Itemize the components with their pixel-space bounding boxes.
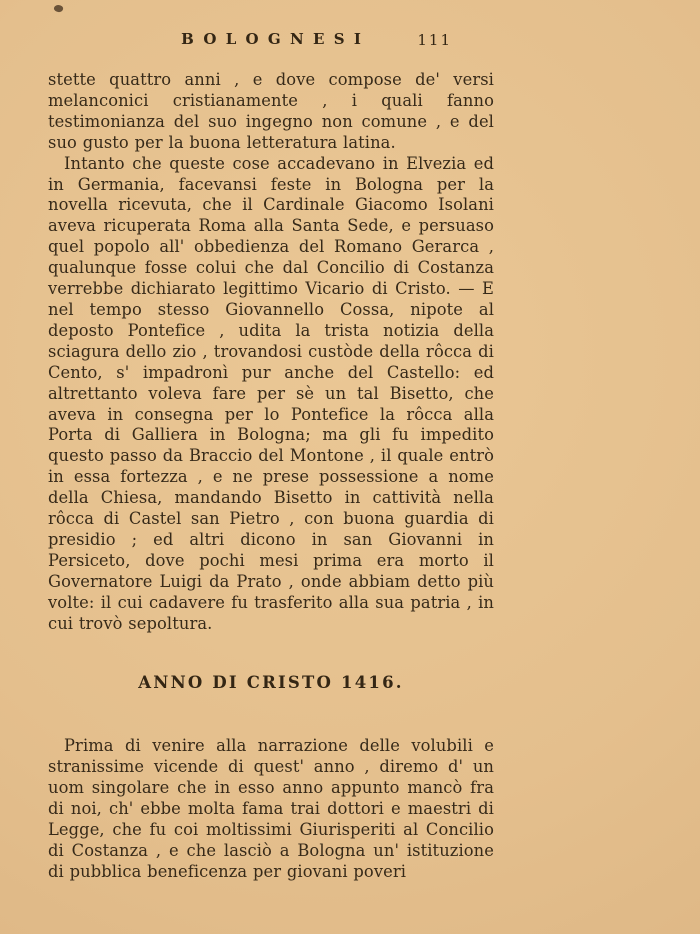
text-block [48, 70, 494, 883]
paper-speck [53, 4, 64, 13]
section-heading: ANNO DI CRISTO 1416. [138, 673, 404, 693]
page-header [48, 30, 494, 54]
running-title: BOLOGNESI [181, 30, 371, 48]
paragraph-main: Intanto che queste cose accadevano in Elvezia ed in Germania, facevansi feste in Bologna per la novella ricevuta, che il Cardinale Giacomo Isolani aveva ricuperata Roma alla Santa Sede, e persuaso quel popolo all' obbedienza del Romano Gerarca , qualunque fosse colui che dal Concilio di Costanza verrebbe dichiarato legittimo Vicario di Cristo. — E nel tempo stesso Giovannello Cossa, nipote al deposto Pontefice , udita la trista notizia della sciagura dello zio , trovandosi custòde della rôcca di Cento, s' impadronì pur anche del Castello: ed altrettanto voleva fare per sè un tal Bisetto, che aveva in consegna per lo Pontefice la rôcca alla Porta di Galliera in Bologna; ma gli fu impedito questo passo da Braccio del Montone , il quale entrò in essa fortezza , e ne prese possessione a nome della Chiesa, mandando Bisetto in cattività nella rôcca di Castel san Pietro , con buona guardia di presidio ; ed altri dicono in san Giovanni in Persiceto, dove pochi mesi prima era morto il Governatore Luigi da Prato , onde abbiam detto più volte: il cui cadavere fu trasferito alla sua patria , in cui trovò sepoltura. [48, 153, 494, 633]
paragraph-after-heading: Prima di venire alla narrazione delle volubili e stranissime vicende di quest' anno , diremo d' un uom singolare che in esso anno appunto mancò fra di noi, ch' ebbe molta fama trai dottori e maestri di Legge, che fu coi moltissimi Giurisperiti al Concilio di Costanza , e che lasciò a Bologna un' istituzione di pubblica beneficenza per giovani poveri [48, 736, 494, 881]
page-number: 111 [417, 31, 452, 49]
paragraph-continuation: stette quattro anni , e dove compose de' versi melanconici cristianamente , i quali fanno testimonianza del suo ingegno non comune , e del suo gusto per la buona letteratura latina. [48, 70, 494, 152]
